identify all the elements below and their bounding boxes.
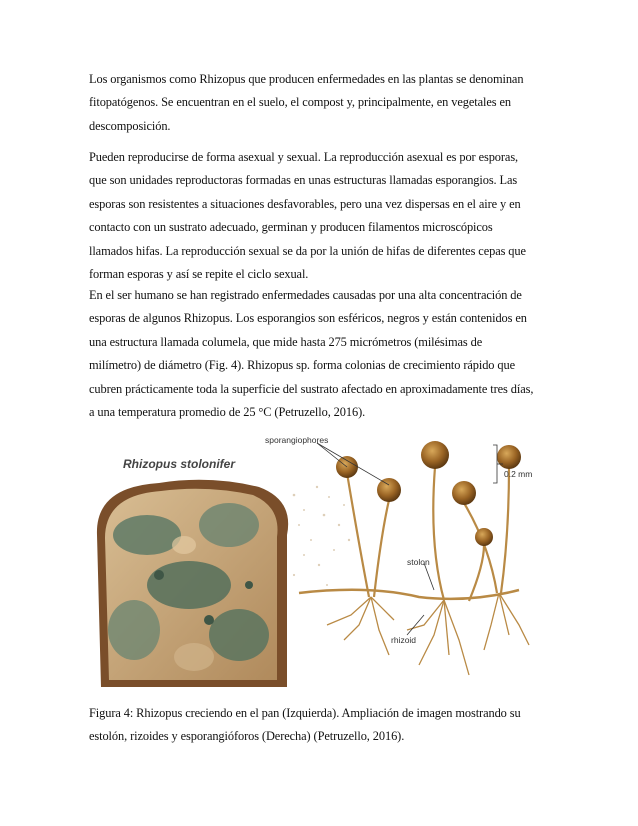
text-line: Pueden reproducirse de forma asexual y sexual. La reproducción asexual es por esporas, (89, 150, 519, 164)
sporangia (336, 441, 521, 546)
text-line: contacto con un sustrato adecuado, germinan y producen filamentos microscópicos (89, 220, 493, 235)
stolon-line (299, 590, 519, 599)
label-stolon: stolon (407, 557, 430, 567)
text-line: Los organismos como Rhizopus que producen enfermedades en las plantas se denominan (89, 72, 524, 86)
text-line: que son unidades reproductoras formadas en unas estructuras llamadas esporangios. Las (89, 173, 518, 188)
text-line: estolón, rizoides y esporangióforos (Derecha) (Petruzello, 2016). (89, 729, 405, 744)
rhizoid-roots (327, 593, 529, 675)
paragraph-reproduction (89, 146, 549, 286)
figure-rhizopus (89, 425, 544, 690)
text-line: forman esporas y así se repite el ciclo sexual. (89, 267, 309, 282)
text-line: a una temperatura promedio de 25 °C (Petruzello, 2016). (89, 405, 366, 420)
paragraph-human-disease (89, 284, 549, 424)
text-line: cubren prácticamente toda la superficie del sustrato afectado en aproximadamente tres días, (89, 381, 534, 396)
figure-title: Rhizopus stolonifer (123, 457, 235, 471)
paragraph-intro (89, 68, 549, 138)
bread-slice-image (97, 480, 288, 687)
label-rhizoid: rhizoid (391, 635, 417, 645)
text-line: En el ser humano se han registrado enfermedades causadas por una alta concentración de (89, 288, 522, 302)
text-line: llamados hifas. La reproducción sexual se da por la unión de hifas de diferentes cepas que (89, 243, 526, 258)
spore-dust (293, 486, 350, 586)
figure-caption (89, 702, 549, 749)
text-line: una estructura llamada columela, que mide hasta 275 micrómetros (milésimas de (89, 334, 483, 349)
text-line: esporas de algunos Rhizopus. Los esporangios son esféricos, negros y están contenidos en (89, 311, 527, 326)
text-line: descomposición. (89, 118, 171, 133)
label-scale: 0.2 mm (504, 469, 533, 479)
text-line: Figura 4: Rhizopus creciendo en el pan (Izquierda). Ampliación de imagen mostrando su (89, 706, 521, 720)
text-line: milímetro) de diámetro (Fig. 4). Rhizopus sp. forma colonias de crecimiento rápido que (89, 358, 515, 373)
label-sporangiophores: sporangiophores (265, 435, 329, 445)
text-line: fitopatógenos. Se encuentran en el suelo, el compost y, principalmente, en vegetales en (89, 95, 511, 110)
text-line: esporas son resistentes a situaciones desfavorables, pero una vez dispersas en el aire y en (89, 196, 521, 211)
